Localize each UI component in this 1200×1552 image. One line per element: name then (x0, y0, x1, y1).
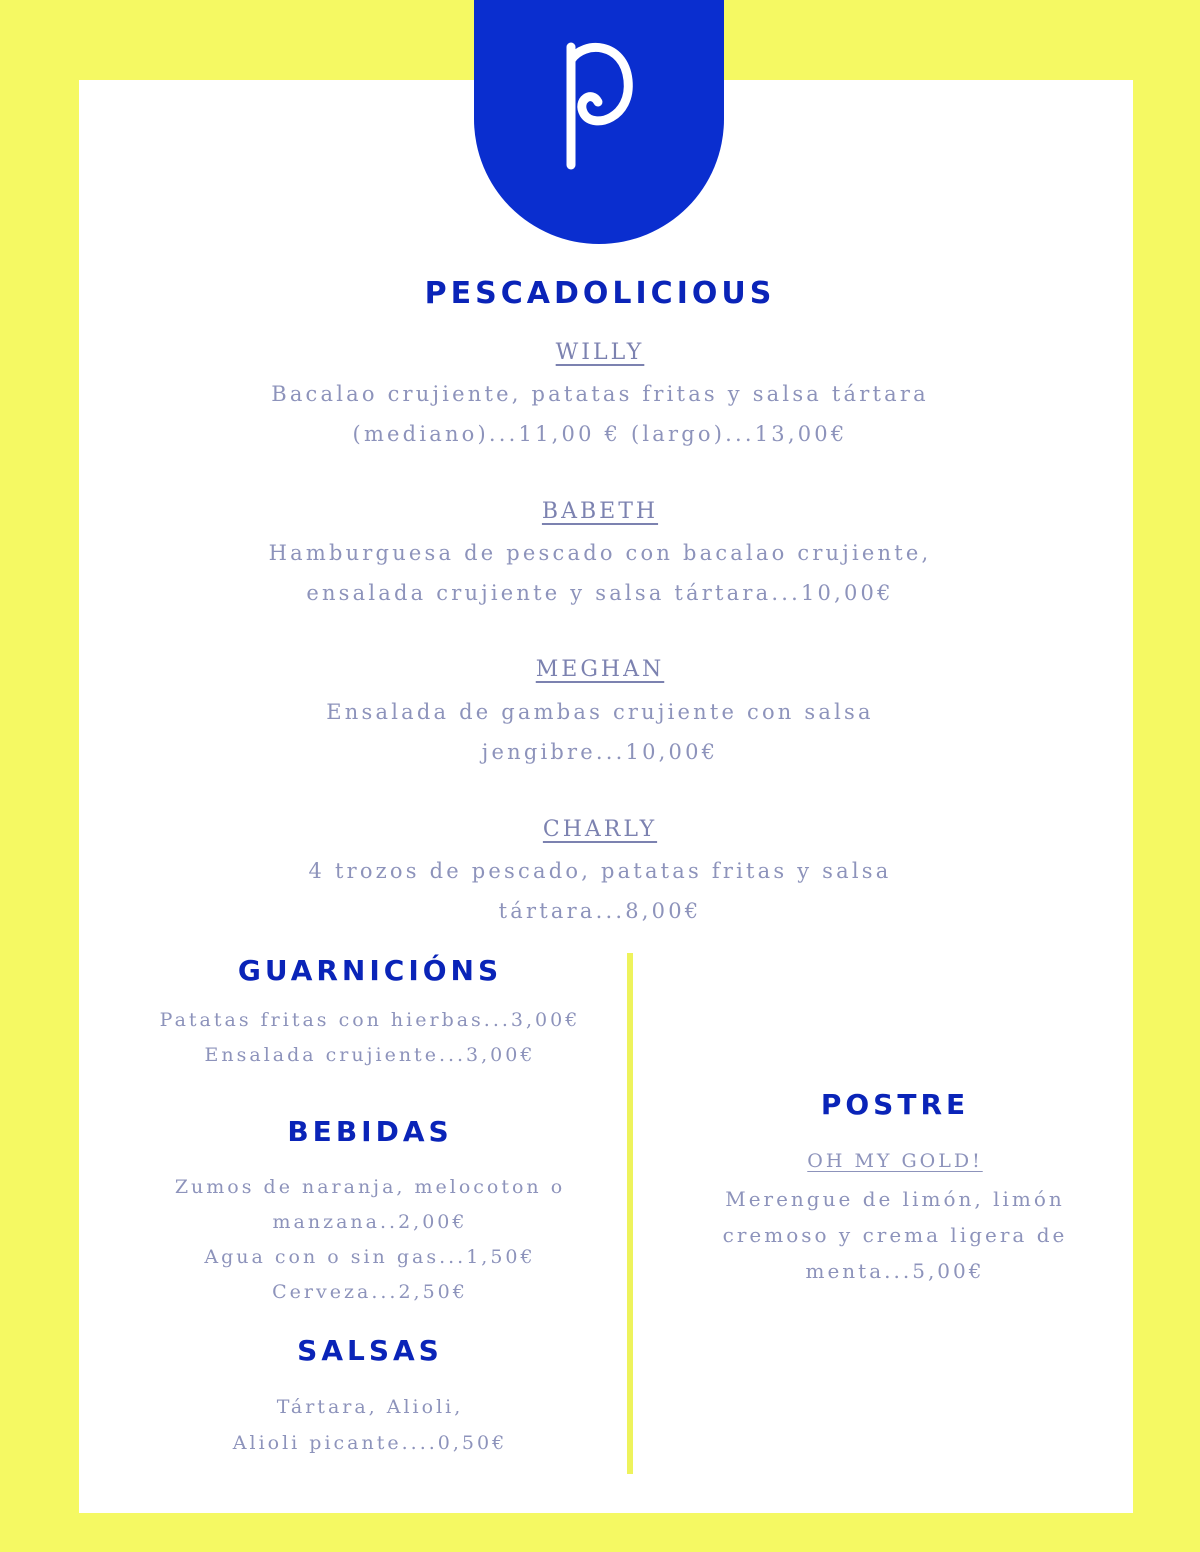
item-desc-willy (200, 374, 1000, 454)
section-title-salsas: SALSAS (297, 1334, 443, 1367)
item-name-oh-my-gold: OH MY GOLD! (807, 1150, 983, 1172)
guarnicions-list (120, 1003, 620, 1073)
item-name-babeth: BABETH (541, 499, 659, 524)
list-item: menta...5,00€ (805, 1259, 985, 1283)
item-desc-line: Ensalada de gambas crujiente con salsa (326, 700, 874, 724)
list-item: Agua con o sin gas...1,50€ (204, 1246, 536, 1268)
list-item: Ensalada crujiente...3,00€ (204, 1044, 536, 1066)
logo-badge (474, 0, 724, 244)
pescado-p-logo-icon (474, 0, 724, 244)
item-desc-line: Hamburguesa de pescado con bacalao crujiente, (268, 541, 932, 565)
section-title-bebidas: BEBIDAS (287, 1115, 453, 1148)
item-name-charly: CHARLY (542, 817, 658, 842)
item-desc-meghan (200, 692, 1000, 772)
item-desc-line: ensalada crujiente y salsa tártara...10,00€ (306, 581, 894, 605)
menu-title: PESCADOLICIOUS (424, 276, 776, 311)
item-desc-line: (mediano)...11,00 € (largo)...13,00€ (352, 422, 848, 446)
item-name-meghan: MEGHAN (535, 657, 665, 682)
list-item: Alioli picante....0,50€ (232, 1432, 508, 1454)
section-title-postre: POSTRE (820, 1088, 970, 1121)
item-name-willy: WILLY (555, 340, 645, 365)
section-title-guarnicions: GUARNICIÓNS (237, 954, 503, 987)
list-item: Cerveza...2,50€ (272, 1281, 468, 1303)
postre-list (680, 1181, 1110, 1289)
bebidas-list (120, 1170, 620, 1310)
column-divider (627, 953, 633, 1474)
item-desc-charly (200, 851, 1000, 931)
item-desc-line: tártara...8,00€ (498, 899, 702, 923)
list-item: Tártara, Alioli, (276, 1396, 464, 1418)
item-desc-line: jengibre...10,00€ (481, 740, 719, 764)
list-item: Merengue de limón, limón (725, 1187, 1065, 1211)
list-item: Zumos de naranja, melocoton o (174, 1176, 566, 1198)
list-item: Patatas fritas con hierbas...3,00€ (159, 1009, 581, 1031)
item-desc-line: Bacalao crujiente, patatas fritas y salsa tártara (271, 382, 929, 406)
item-desc-babeth (200, 533, 1000, 613)
item-desc-line: 4 trozos de pescado, patatas fritas y salsa (308, 859, 892, 883)
salsas-list (120, 1389, 620, 1461)
list-item: cremoso y crema ligera de (722, 1223, 1068, 1247)
list-item: manzana..2,00€ (272, 1211, 468, 1233)
